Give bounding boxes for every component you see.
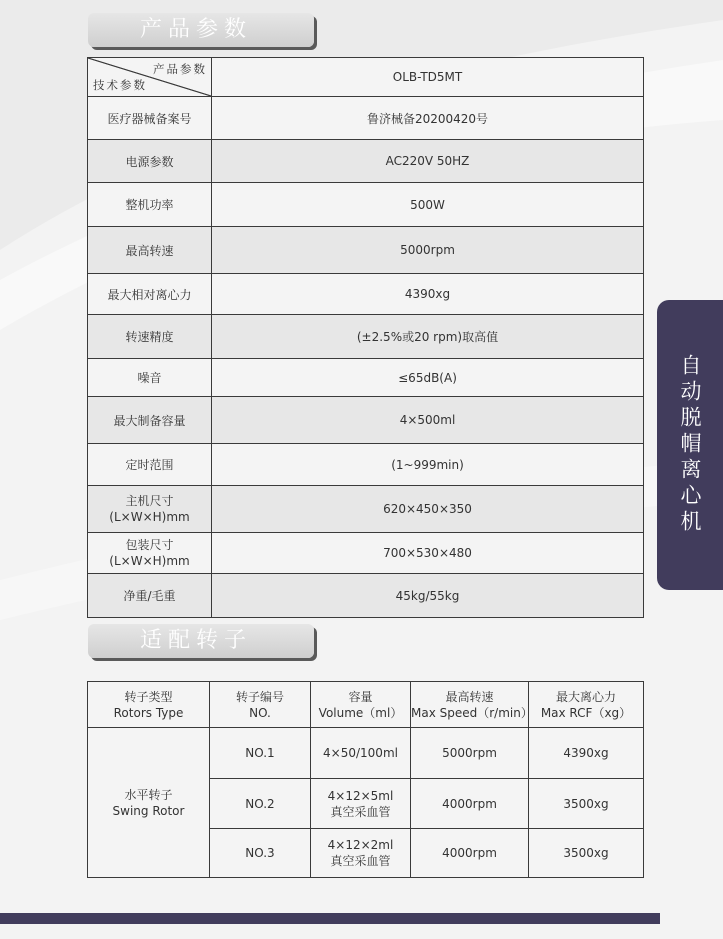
diagonal-header-cell	[88, 58, 212, 97]
side-label-tab	[657, 300, 723, 590]
rotor-volume: 4×50/100ml	[311, 728, 411, 779]
rotor-header-volume	[311, 682, 411, 728]
rotor-no: NO.2	[210, 779, 311, 829]
spec-label: 定时范围	[88, 444, 212, 486]
bottom-bar	[0, 913, 660, 924]
volume-line1: 4×12×2ml	[327, 838, 394, 852]
spec-value: 500W	[212, 183, 644, 227]
spec-value: 鲁济械备20200420号	[212, 97, 644, 140]
spec-value: (1~999min)	[212, 444, 644, 486]
spec-label: 最大相对离心力	[88, 274, 212, 315]
spec-row	[88, 397, 644, 444]
spec-label: 转速精度	[88, 315, 212, 359]
rotor-rcf: 4390xg	[529, 728, 644, 779]
rotor-speed: 4000rpm	[411, 829, 529, 878]
spec-label	[88, 533, 212, 574]
header-cn: 容量	[348, 689, 373, 704]
rotor-type-cell	[88, 728, 210, 878]
rotor-header-type	[88, 682, 210, 728]
header-en: NO.	[249, 705, 271, 720]
spec-row	[88, 274, 644, 315]
spec-value: ≤65dB(A)	[212, 359, 644, 397]
header-en: Volume（ml）	[318, 705, 403, 720]
header-cn: 最大离心力	[555, 689, 616, 704]
rotor-table	[87, 681, 644, 878]
spec-row	[88, 444, 644, 486]
spec-label: 最高转速	[88, 227, 212, 274]
rotor-header-rcf	[529, 682, 644, 728]
header-en: Max Speed（r/min）	[411, 705, 533, 720]
spec-value: (±2.5%或20 rpm)取高值	[212, 315, 644, 359]
spec-label: 电源参数	[88, 140, 212, 183]
spec-value: 620×450×350	[212, 486, 644, 533]
spec-row	[88, 574, 644, 618]
header-cn: 转子编号	[235, 689, 284, 704]
spec-label-line1: 包装尺寸	[125, 538, 174, 552]
volume-line2: 真空采血管	[330, 854, 391, 868]
spec-value: 45kg/55kg	[212, 574, 644, 618]
rotor-rcf: 3500xg	[529, 829, 644, 878]
header-product-params: 产品参数	[153, 62, 207, 76]
header-cn: 转子类型	[124, 689, 173, 704]
spec-row	[88, 140, 644, 183]
spec-row	[88, 97, 644, 140]
spec-row	[88, 227, 644, 274]
rotor-header-row	[88, 682, 644, 728]
model-cell: OLB-TD5MT	[212, 58, 644, 97]
spec-value: 4390xg	[212, 274, 644, 315]
spec-value: 4×500ml	[212, 397, 644, 444]
spec-label: 净重/毛重	[88, 574, 212, 618]
volume-line2: 真空采血管	[330, 804, 391, 819]
spec-label: 最大制备容量	[88, 397, 212, 444]
spec-label	[88, 486, 212, 533]
header-en: Rotors Type	[113, 705, 184, 720]
rotor-no: NO.3	[210, 829, 311, 878]
spec-label: 噪音	[88, 359, 212, 397]
spec-row	[88, 359, 644, 397]
rotor-type-cn: 水平转子	[124, 787, 173, 802]
rotor-speed: 5000rpm	[411, 728, 529, 779]
spec-row	[88, 315, 644, 359]
spec-row	[88, 533, 644, 574]
header-tech-params: 技术参数	[93, 78, 147, 92]
spec-value: AC220V 50HZ	[212, 140, 644, 183]
product-spec-table	[87, 57, 644, 618]
rotor-row	[88, 728, 644, 779]
spec-value: 5000rpm	[212, 227, 644, 274]
section-title-product-params: 产品参数	[88, 13, 314, 47]
spec-value: 700×530×480	[212, 533, 644, 574]
rotor-rcf: 3500xg	[529, 779, 644, 829]
rotor-header-no	[210, 682, 311, 728]
spec-row	[88, 486, 644, 533]
header-en: Max RCF（xg）	[540, 705, 632, 720]
spec-header-row	[88, 58, 644, 97]
section-title-rotors: 适配转子	[88, 624, 314, 658]
rotor-volume	[311, 829, 411, 878]
header-cn: 最高转速	[445, 689, 494, 704]
spec-label-line2: (L×W×H)mm	[109, 510, 190, 524]
rotor-volume	[311, 779, 411, 829]
spec-label: 医疗器械备案号	[88, 97, 212, 140]
spec-label: 整机功率	[88, 183, 212, 227]
rotor-type-en: Swing Rotor	[112, 803, 185, 818]
spec-label-line2: (L×W×H)mm	[109, 554, 190, 568]
side-label-text: 自动脱帽离心机	[678, 354, 702, 536]
rotor-header-speed	[411, 682, 533, 728]
spec-row	[88, 183, 644, 227]
rotor-speed: 4000rpm	[411, 779, 529, 829]
rotor-no: NO.1	[210, 728, 311, 779]
volume-line1: 4×12×5ml	[327, 788, 394, 803]
spec-label-line1: 主机尺寸	[125, 494, 174, 508]
